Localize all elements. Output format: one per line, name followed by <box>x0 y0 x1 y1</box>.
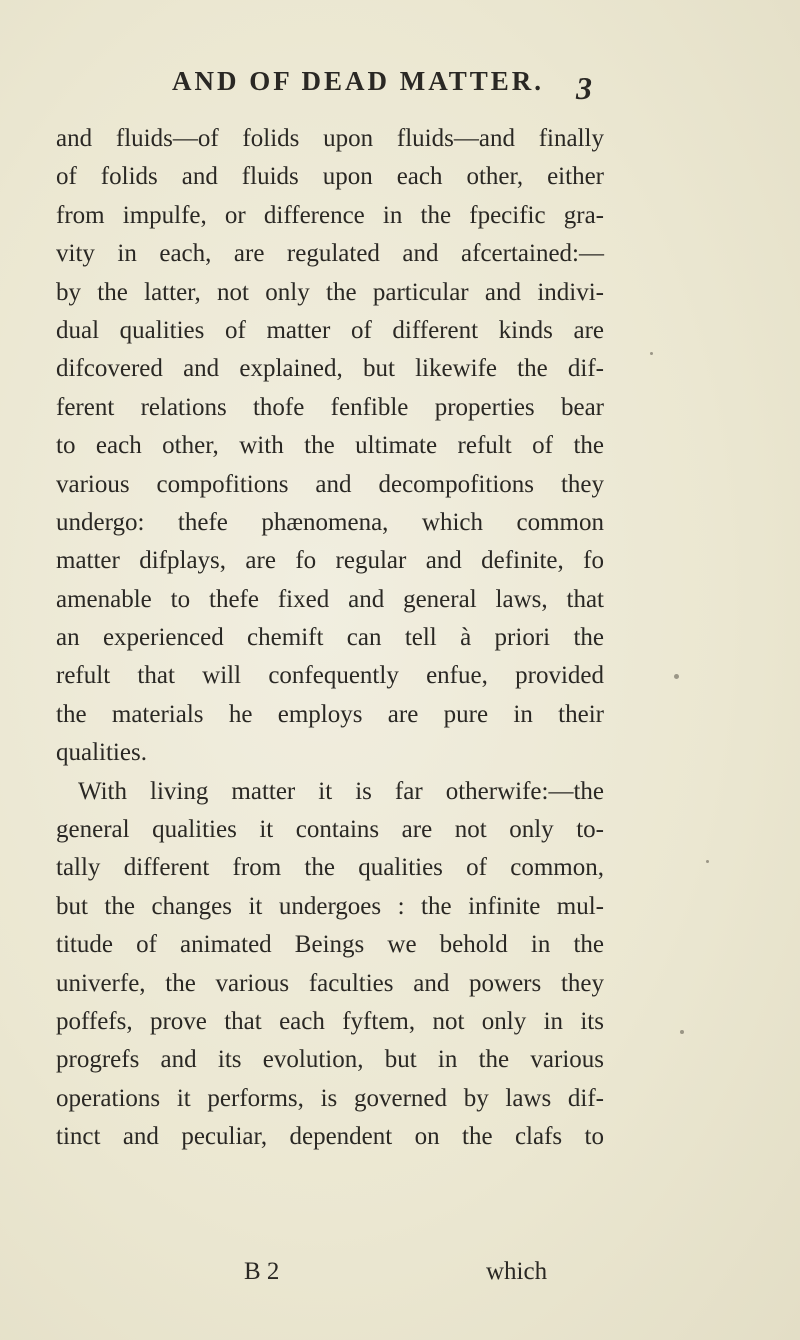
text-line: poffefs, prove that each fyftem, not only in its <box>56 1007 604 1035</box>
text-line: undergo: thefe phænomena, which common <box>56 508 604 536</box>
text-line: matter difplays, are fo regular and definite, fo <box>56 547 604 575</box>
signature-mark: B 2 <box>244 1258 280 1285</box>
text-line: by the latter, not only the particular and indivi- <box>56 278 604 306</box>
body-text <box>56 120 604 1157</box>
text-line: dual qualities of matter of different kinds are <box>56 316 604 344</box>
text-line: progrefs and its evolution, but in the various <box>56 1046 604 1074</box>
text-line: difcovered and explained, but likewife the dif- <box>56 355 604 383</box>
running-head: AND OF DEAD MATTER. <box>172 66 544 96</box>
page-header <box>0 66 800 106</box>
text-line: various compofitions and decompofitions they <box>56 470 604 498</box>
paper-speck <box>680 1030 684 1034</box>
page-footer <box>0 1258 800 1298</box>
text-line: the materials he employs are pure in their <box>56 700 604 728</box>
text-line: qualities. <box>56 739 147 767</box>
text-line: refult that will confequently enfue, provided <box>56 662 604 690</box>
text-line: titude of animated Beings we behold in the <box>56 931 604 959</box>
catchword: which <box>486 1258 548 1285</box>
text-line: operations it performs, is governed by laws dif- <box>56 1084 604 1112</box>
text-line: from impulfe, or difference in the fpecific gra- <box>56 201 604 229</box>
text-line: tinct and peculiar, dependent on the clafs to <box>56 1123 604 1151</box>
paper-speck <box>706 860 709 863</box>
text-line: to each other, with the ultimate refult of the <box>56 432 604 460</box>
text-line: With living matter it is far otherwife:—the <box>78 777 604 805</box>
text-line: ferent relations thofe fenfible properties bear <box>56 393 604 421</box>
text-line: of folids and fluids upon each other, either <box>56 163 604 191</box>
text-line: amenable to thefe fixed and general laws, that <box>56 585 604 613</box>
text-line: and fluids—of folids upon fluids—and finally <box>56 125 604 152</box>
text-line: univerfe, the various faculties and powers they <box>56 969 604 997</box>
text-line: general qualities it contains are not only to- <box>56 816 604 844</box>
text-line: tally different from the qualities of common, <box>56 854 604 882</box>
paper-speck <box>650 352 653 355</box>
text-line: but the changes it undergoes : the infinite mul- <box>56 892 604 920</box>
text-line: an experienced chemift can tell à priori the <box>56 624 604 652</box>
paper-speck <box>674 674 679 679</box>
text-line: vity in each, are regulated and afcertained:— <box>56 240 604 268</box>
page-number: 3 <box>576 70 592 106</box>
